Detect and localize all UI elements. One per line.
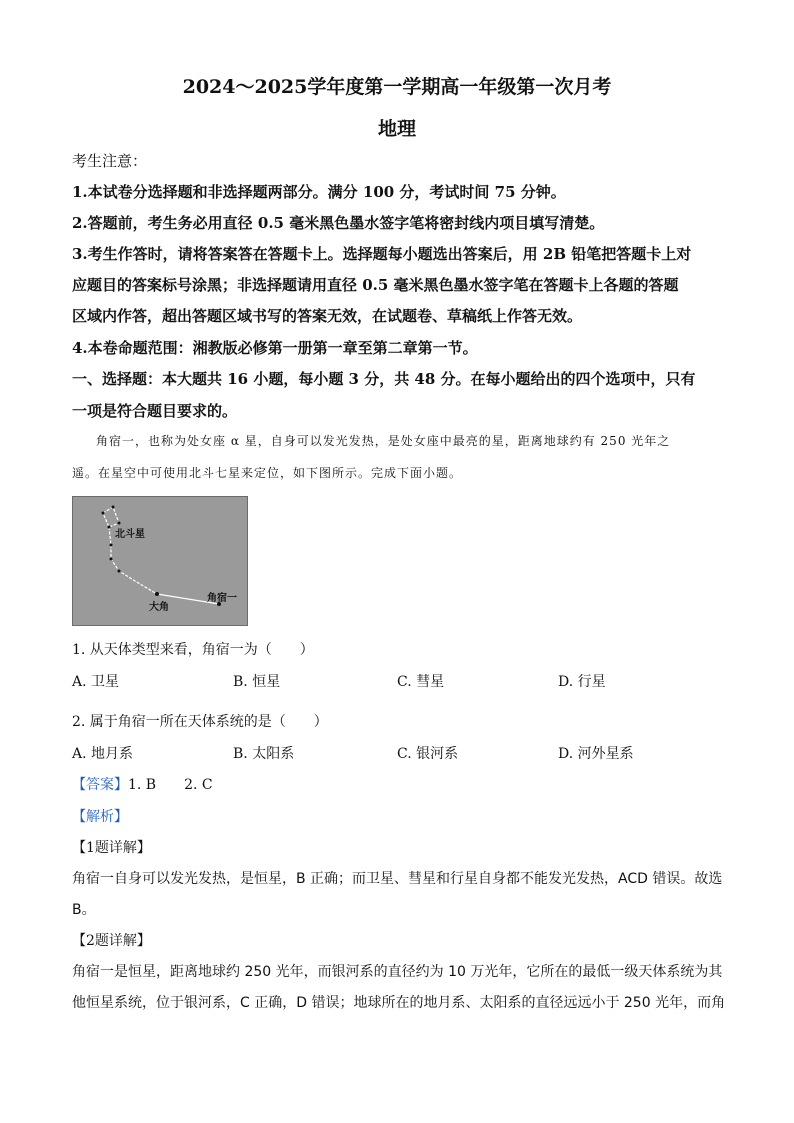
option-d: D. 河外星系 <box>558 746 634 762</box>
arcturus-star <box>155 592 159 596</box>
big-dipper-bowl <box>103 507 119 527</box>
detail-1-tag: 【1题详解】 <box>72 840 151 856</box>
section-heading-line: 一项是符合题目要求的。 <box>72 402 238 420</box>
notice-item: 2.答题前，考生务必用直径 0.5 毫米黑色墨水签字笔将密封线内项目填写清楚。 <box>72 214 605 232</box>
label-spica: 角宿一 <box>207 593 237 604</box>
passage-line: 角宿一，也称为处女座 α 星，自身可以发光发热，是处女座中最亮的星，距离地球约有 250 光年之 <box>96 434 671 448</box>
passage-line: 遥。在星空中可使用北斗七星来定位，如下图所示。完成下面小题。 <box>72 466 463 480</box>
notice-item: 4.本卷命题范围：湘教版必修第一册第一章至第二章第一节。 <box>72 339 478 357</box>
option-b: B. 太阳系 <box>233 746 295 762</box>
option-d: D. 行星 <box>558 674 606 690</box>
section-heading-line: 一、选择题：本大题共 16 小题，每小题 3 分，共 48 分。在每小题给出的四个选项中，只有 <box>72 370 696 388</box>
option-c: C. 彗星 <box>397 674 445 690</box>
label-arcturus: 大角 <box>149 602 169 613</box>
detail-2-line: 角宿一是恒星，距离地球约 250 光年，而银河系的直径约为 10 万光年，它所在的最低一级天体系统为其 <box>72 964 723 980</box>
detail-2-line: 他恒星系统，位于银河系，C 正确，D 错误；地球所在的地月系、太阳系的直径远远小于 250 光年，而角 <box>72 995 726 1011</box>
detail-1-line: B。 <box>72 902 96 918</box>
label-big-dipper: 北斗星 <box>115 529 145 540</box>
star-map-figure <box>72 496 248 626</box>
detail-2-tag: 【2题详解】 <box>72 933 151 949</box>
answer-line <box>72 774 213 794</box>
question-stem: 2. 属于角宿一所在天体系统的是（ ） <box>72 714 328 730</box>
question-stem: 1. 从天体类型来看，角宿一为（ ） <box>72 642 314 658</box>
option-a: A. 地月系 <box>72 746 134 762</box>
notice-item: 1.本试卷分选择题和非选择题两部分。满分 100 分，考试时间 75 分钟。 <box>72 183 566 201</box>
notice-heading: 考生注意： <box>72 152 148 170</box>
notice-item: 3.考生作答时，请将答案答在答题卡上。选择题每小题选出答案后，用 2B 铅笔把答题卡上对 <box>72 245 692 263</box>
option-b: B. 恒星 <box>233 674 281 690</box>
notice-item: 应题目的答案标号涂黑；非选择题请用直径 0.5 毫米黑色墨水签字笔在答题卡上各题的答题 <box>72 276 679 294</box>
detail-1-line: 角宿一自身可以发光发热，是恒星，B 正确；而卫星、彗星和行星自身都不能发光发热，ACD 错误。故选 <box>72 871 723 887</box>
answer-text: 1. B 2. C <box>128 777 213 793</box>
star-map-svg <box>73 497 247 625</box>
notice-item: 区域内作答，超出答题区域书写的答案无效，在试题卷、草稿纸上作答无效。 <box>72 307 583 325</box>
subject-title: 地理 <box>377 118 416 140</box>
option-a: A. 卫星 <box>72 674 120 690</box>
option-c: C. 银河系 <box>397 746 459 762</box>
exam-title: 2024～2025学年度第一学期高一年级第一次月考 <box>182 76 612 98</box>
analysis-tag: 【解析】 <box>72 809 128 825</box>
answer-tag: 【答案】 <box>72 777 128 793</box>
